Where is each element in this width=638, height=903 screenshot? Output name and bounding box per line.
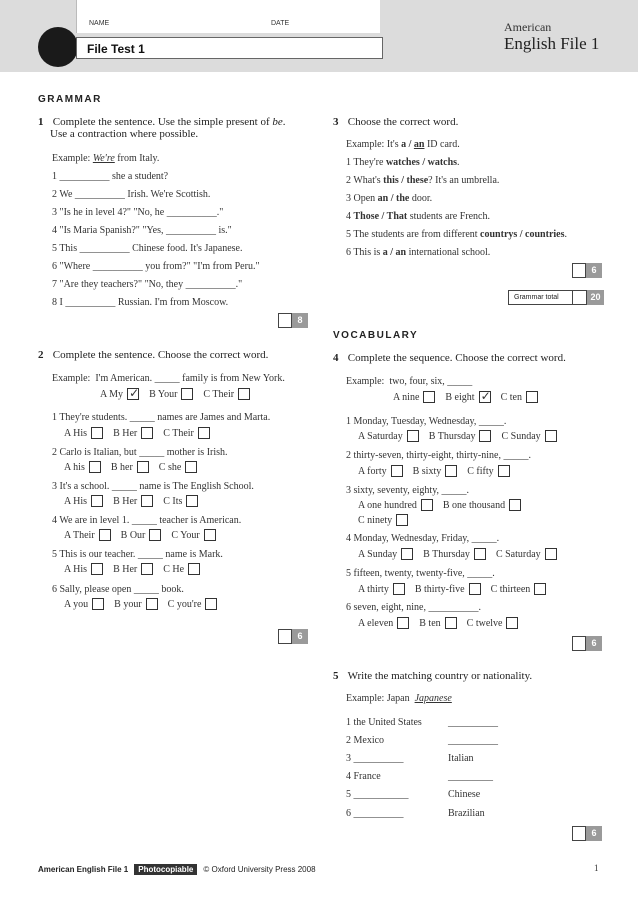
q3-score: [572, 263, 602, 278]
checkbox[interactable]: [91, 495, 103, 507]
checkbox[interactable]: [469, 583, 481, 595]
q5-row-right: __________: [448, 717, 498, 728]
q5-row-right: _________: [448, 771, 493, 782]
checkbox[interactable]: [474, 548, 486, 560]
q5-row-left: 1 the United States: [346, 717, 422, 728]
test-title: File Test 1: [87, 42, 145, 56]
score-entry-box[interactable]: [573, 290, 587, 305]
option-label: A nine: [393, 391, 420, 403]
option-label: B your: [114, 598, 142, 610]
q3-item-post: ? It's an umbrella.: [428, 175, 500, 186]
checkbox[interactable]: [401, 548, 413, 560]
q3-example: Example: It's a / an ID card.: [346, 139, 460, 150]
q4-example-text: two, four, six, _____: [389, 376, 473, 387]
checkbox[interactable]: [92, 598, 104, 610]
q2-item-options: [64, 427, 220, 439]
q3-item-post: students are French.: [407, 211, 490, 222]
q5-row-right: __________: [448, 735, 498, 746]
option-label: C Your: [171, 529, 200, 541]
q3-instruction: [333, 116, 458, 128]
option-label: A forty: [358, 465, 387, 477]
q4-item-options: [358, 465, 520, 477]
score-entry-box[interactable]: [278, 313, 292, 328]
q4-item: 2 thirty-seven, thirty-eight, thirty-nine, _____.: [346, 450, 531, 461]
footer-copyright: © Oxford University Press 2008: [203, 865, 316, 874]
score-value: 6: [586, 263, 602, 278]
q1-item: 4 "Is Maria Spanish?" "Yes, __________ is.": [52, 225, 232, 236]
q2-score: [278, 629, 308, 644]
checkbox[interactable]: [238, 388, 250, 400]
option-label: A Their: [64, 529, 95, 541]
checkbox[interactable]: [141, 427, 153, 439]
q4-instruction: [333, 352, 566, 364]
q4-item-options: [358, 514, 418, 526]
q3-example-pre: Example: It's: [346, 139, 399, 150]
q4-example-options: [393, 391, 548, 403]
option-label: C Their: [163, 427, 194, 439]
q3-item-pre: 6 This is: [346, 247, 383, 258]
option-label: A His: [64, 427, 88, 439]
q1-item: 8 I __________ Russian. I'm from Moscow.: [52, 297, 229, 308]
score-value: 6: [292, 629, 308, 644]
option-label: A His: [64, 563, 88, 575]
q4-item: 5 fifteen, twenty, twenty-five, _____.: [346, 568, 495, 579]
q1-instruction-be: be: [272, 116, 283, 128]
q2-item-options: [64, 495, 208, 507]
q4-item: 1 Monday, Tuesday, Wednesday, _____.: [346, 416, 507, 427]
score-entry-box[interactable]: [278, 629, 292, 644]
option-label: B Her: [113, 563, 138, 575]
q2-item-options: [64, 563, 210, 575]
q3-item-choice: countrys / countries: [480, 229, 565, 240]
checkbox[interactable]: [393, 583, 405, 595]
checkbox[interactable]: [479, 430, 491, 442]
q1-instruction-line1: Complete the sentence. Use the simple present of: [52, 116, 270, 128]
option-label: C Their: [203, 388, 235, 400]
q1-example-rest: from Italy.: [117, 153, 160, 164]
q4-instruction-text: Complete the sequence. Choose the correct word.: [347, 352, 566, 364]
option-label: C Its: [163, 495, 183, 507]
checkbox[interactable]: [186, 495, 198, 507]
option-label: B ten: [419, 617, 441, 629]
q3-instruction-text: Choose the correct word.: [347, 116, 459, 128]
vocabulary-heading: VOCABULARY: [333, 330, 419, 341]
option-label: B sixty: [412, 465, 442, 477]
checkbox[interactable]: [526, 391, 538, 403]
option-label: C He: [163, 563, 185, 575]
checkbox[interactable]: [204, 529, 216, 541]
date-label: DATE: [271, 20, 290, 27]
q5-score: [572, 826, 602, 841]
checkbox[interactable]: [421, 499, 433, 511]
option-label: C she: [158, 461, 182, 473]
checkbox[interactable]: [545, 430, 557, 442]
q3-item-post: international school.: [406, 247, 491, 258]
q3-item-choice: Those / That: [353, 211, 408, 222]
q3-item-post: door.: [409, 193, 433, 204]
q2-example-label: Example:: [52, 373, 91, 384]
option-label: B Thursday: [423, 548, 470, 560]
option-label: A you: [64, 598, 89, 610]
option-label: C Saturday: [495, 548, 541, 560]
checkbox[interactable]: [534, 583, 546, 595]
q1-example: [52, 153, 159, 164]
option-label: C fifty: [467, 465, 494, 477]
option-label: A My: [100, 388, 124, 400]
q1-item: 7 "Are they teachers?" "No, they __________.": [52, 279, 243, 290]
grammar-total-value: 20: [587, 290, 604, 305]
q1-item: 2 We __________ Irish. We're Scottish.: [52, 189, 211, 200]
option-label: A thirty: [358, 583, 389, 595]
q2-item-options: [64, 461, 207, 473]
option-label: A Sunday: [358, 548, 398, 560]
q1-example-answer: We're: [92, 153, 115, 164]
checkbox[interactable]: [391, 465, 403, 477]
option-label: B Your: [149, 388, 178, 400]
q2-item: 5 This is our teacher. _____ name is Mark.: [52, 549, 223, 560]
checkbox[interactable]: [141, 563, 153, 575]
q5-row-right: Italian: [448, 753, 474, 764]
checkbox[interactable]: [185, 461, 197, 473]
option-label: B eight: [445, 391, 475, 403]
checkbox[interactable]: [509, 499, 521, 511]
q4-item-options: [358, 548, 567, 560]
checkbox[interactable]: [445, 617, 457, 629]
q3-item: [346, 247, 490, 258]
q5-row-left: 2 Mexico: [346, 735, 385, 746]
q3-item: [346, 229, 567, 240]
score-entry-box[interactable]: [572, 826, 586, 841]
option-label: B Her: [113, 427, 138, 439]
q5-row-left: 3 __________: [346, 753, 404, 764]
q2-item: 6 Sally, please open _____ book.: [52, 584, 184, 595]
checkbox-checked[interactable]: [127, 388, 139, 400]
q2-example: [52, 373, 285, 384]
q3-item-post: .: [564, 229, 567, 240]
q3-item: [346, 157, 460, 168]
brand-line-1: American: [504, 20, 552, 34]
q4-example-label: Example:: [346, 376, 385, 387]
q1-instruction: 1 Complete the sentence. Use the simple present of be. Use a contraction where possible.: [38, 116, 286, 140]
q3-item-pre: 4: [346, 211, 354, 222]
checkbox[interactable]: [91, 563, 103, 575]
option-label: C ninety: [358, 514, 393, 526]
option-label: B thirty-five: [414, 583, 465, 595]
q1-example-label: Example:: [52, 153, 91, 164]
q3-item-choice: a / an: [382, 247, 407, 258]
q1-instruction-line2: Use a contraction where possible.: [50, 128, 199, 140]
q5-instruction-text: Write the matching country or nationality.: [347, 670, 533, 682]
title-circle-decoration: [38, 27, 78, 67]
checkbox[interactable]: [91, 427, 103, 439]
checkbox[interactable]: [146, 598, 158, 610]
checkbox-checked[interactable]: [479, 391, 491, 403]
checkbox[interactable]: [545, 548, 557, 560]
q5-row-left: 5 ___________: [346, 789, 409, 800]
q4-item-options: [358, 617, 528, 629]
q5-example-answer: Japanese: [414, 693, 452, 704]
q1-item: 1 __________ she a student?: [52, 171, 169, 182]
q3-item-choice: an / the: [377, 193, 410, 204]
q4-item: 6 seven, eight, nine, __________.: [346, 602, 481, 613]
q4-item-options: [358, 499, 531, 511]
q2-item-options: [64, 598, 227, 610]
q5-example-label: Example: Japan: [346, 693, 410, 704]
score-value: 6: [586, 826, 602, 841]
option-label: B Our: [120, 529, 146, 541]
option-label: C twelve: [466, 617, 503, 629]
footer: [38, 864, 316, 875]
option-label: C ten: [500, 391, 522, 403]
q2-item: 4 We are in level 1. _____ teacher is American.: [52, 515, 242, 526]
q1-item: 5 This __________ Chinese food. It's Japanese.: [52, 243, 243, 254]
q5-example: [346, 693, 452, 704]
checkbox[interactable]: [397, 617, 409, 629]
q4-item: 3 sixty, seventy, eighty, _____.: [346, 485, 470, 496]
q5-row-left: 4 France: [346, 771, 381, 782]
checkbox[interactable]: [181, 388, 193, 400]
checkbox[interactable]: [137, 461, 149, 473]
name-date-box: [76, 0, 380, 33]
score-entry-box[interactable]: [572, 636, 586, 651]
q2-item-options: [64, 529, 226, 541]
grammar-total-label: Grammar total: [508, 290, 573, 305]
q3-item-choice: this / these: [383, 175, 429, 186]
grammar-total: [508, 290, 603, 305]
q2-number: 2: [38, 349, 44, 361]
checkbox[interactable]: [141, 495, 153, 507]
title-bar: [76, 37, 383, 59]
q3-item: [346, 175, 499, 186]
q2-item: 2 Carlo is Italian, but _____ mother is Irish.: [52, 447, 228, 458]
q5-number: 5: [333, 670, 339, 682]
option-label: B Thursday: [428, 430, 476, 442]
q3-item-post: .: [457, 157, 460, 168]
checkbox[interactable]: [396, 514, 408, 526]
score-entry-box[interactable]: [572, 263, 586, 278]
q3-item-pre: 5 The students are from different: [346, 229, 481, 240]
checkbox[interactable]: [506, 617, 518, 629]
option-label: A one hundred: [358, 499, 417, 511]
q3-example-option-a: a: [401, 139, 407, 150]
q3-item-choice: watches / watchs: [385, 157, 458, 168]
q3-example-post: ID card.: [426, 139, 460, 150]
option-label: A his: [64, 461, 85, 473]
q3-item-pre: 1 They're: [346, 157, 386, 168]
q4-item-options: [358, 583, 556, 595]
q3-item: [346, 193, 432, 204]
page-number: 1: [594, 863, 599, 873]
score-value: 8: [292, 313, 308, 328]
option-label: C thirteen: [490, 583, 531, 595]
q4-example: [346, 376, 472, 387]
brand-line-2: English File 1: [504, 34, 600, 53]
checkbox[interactable]: [445, 465, 457, 477]
q3-example-option-an: an: [413, 139, 425, 150]
checkbox[interactable]: [89, 461, 101, 473]
q3-item-pre: 2 What's: [346, 175, 384, 186]
q3-item: [346, 211, 490, 222]
option-label: B Her: [113, 495, 138, 507]
option-label: C you're: [167, 598, 202, 610]
q5-row-left: 6 __________: [346, 808, 404, 819]
q5-row-right: Chinese: [448, 789, 481, 800]
checkbox[interactable]: [99, 529, 111, 541]
checkbox[interactable]: [198, 427, 210, 439]
checkbox[interactable]: [149, 529, 161, 541]
checkbox[interactable]: [423, 391, 435, 403]
checkbox[interactable]: [407, 430, 419, 442]
footer-brand: American English File 1: [38, 865, 129, 874]
q3-number: 3: [333, 116, 339, 128]
option-label: B her: [110, 461, 133, 473]
option-label: A His: [64, 495, 88, 507]
q3-item-pre: 3 Open: [346, 193, 378, 204]
checkbox[interactable]: [498, 465, 510, 477]
photocopiable-badge: Photocopiable: [134, 864, 197, 875]
q4-item-options: [358, 430, 567, 442]
checkbox[interactable]: [205, 598, 217, 610]
option-label: A Saturday: [358, 430, 403, 442]
option-label: B one thousand: [442, 499, 506, 511]
q2-example-options: [100, 388, 260, 400]
q4-score: [572, 636, 602, 651]
q2-item: 1 They're students. _____ names are James and Marta.: [52, 412, 271, 423]
q2-example-text: I'm American. _____ family is from New York.: [95, 373, 285, 384]
q4-item: 4 Monday, Wednesday, Friday, _____.: [346, 533, 500, 544]
grammar-heading: GRAMMAR: [38, 94, 102, 105]
name-label: NAME: [89, 20, 110, 27]
checkbox[interactable]: [188, 563, 200, 575]
q1-score: [278, 313, 308, 328]
option-label: C Sunday: [501, 430, 541, 442]
q1-item: 6 "Where __________ you from?" "I'm from Peru.": [52, 261, 260, 272]
option-label: A eleven: [358, 617, 394, 629]
q4-number: 4: [333, 352, 339, 364]
q1-number: 1: [38, 116, 44, 128]
q2-item: 3 It's a school. _____ name is The English School.: [52, 481, 254, 492]
q2-instruction: [38, 349, 268, 361]
q5-row-right: Brazilian: [448, 808, 485, 819]
score-value: 6: [586, 636, 602, 651]
q2-instruction-text: Complete the sentence. Choose the correct word.: [52, 349, 269, 361]
q1-item: 3 "Is he in level 4?" "No, he __________.": [52, 207, 224, 218]
q5-instruction: [333, 670, 532, 682]
